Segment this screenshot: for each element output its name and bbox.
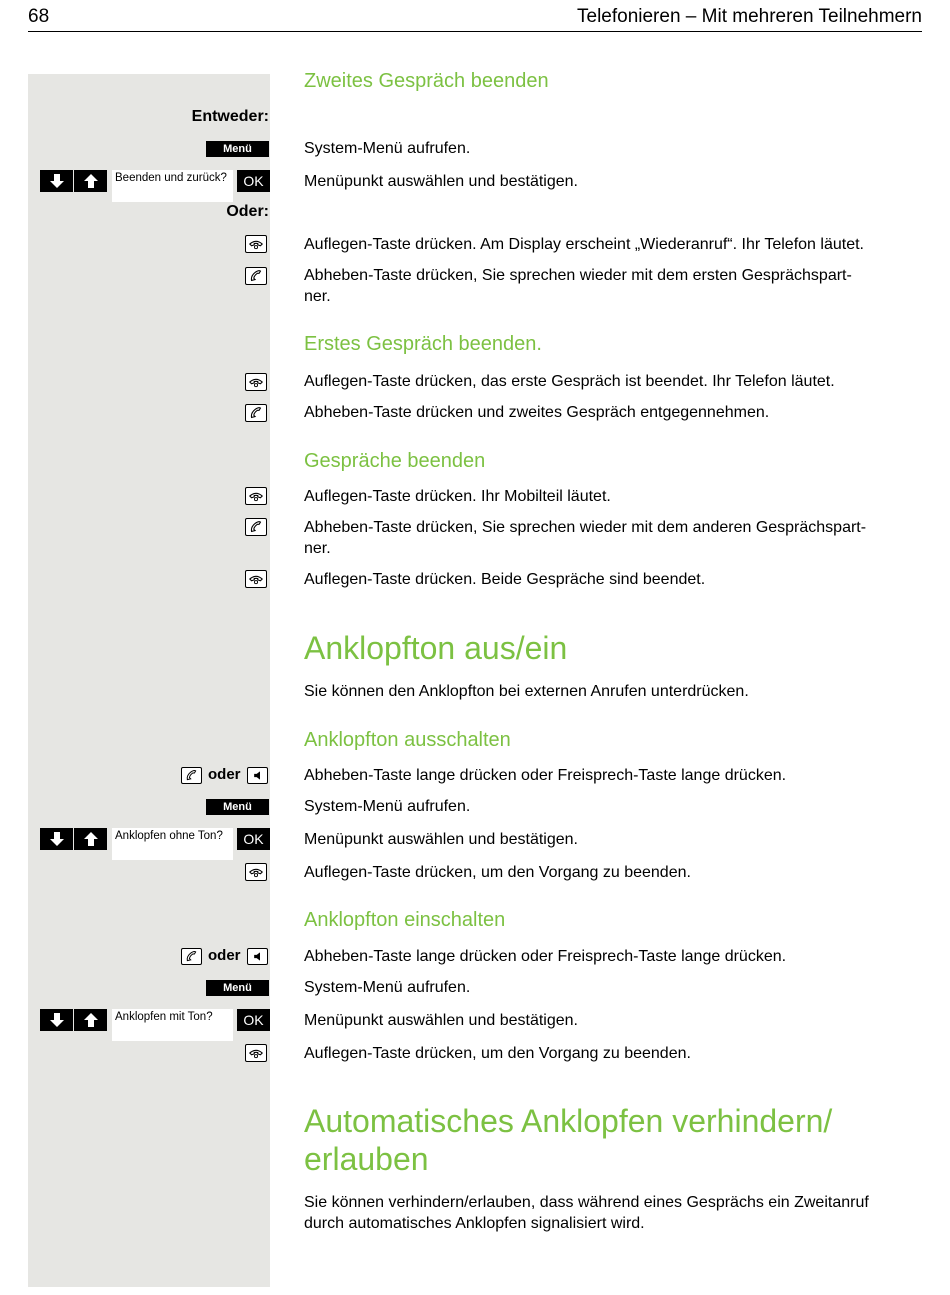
step-system-menu: System-Menü aufrufen.: [304, 798, 471, 815]
title-automatisches-anklopfen-line2: erlauben: [304, 1141, 429, 1177]
hang-up-key-icon[interactable]: [245, 487, 267, 505]
arrow-up-key[interactable]: [74, 1009, 107, 1031]
arrow-down-key[interactable]: [40, 1009, 73, 1031]
instruction-sidebar: [28, 74, 270, 1287]
intro-anklopfton: Sie können den Anklopfton bei externen Anrufen unterdrücken.: [304, 683, 749, 700]
step-hangup-finish: Auflegen-Taste drücken, um den Vorgang zu beenden.: [304, 1045, 691, 1062]
header-rule: [28, 31, 922, 32]
step-offhook: Abheben-Taste drücken und zweites Gespräch entgegennehmen.: [304, 404, 770, 421]
arrow-up-icon: [83, 831, 99, 847]
off-hook-key-icon[interactable]: [181, 767, 202, 784]
display-menu-entry: Anklopfen mit Ton?: [112, 1009, 233, 1041]
heading-anklopfton-aus: Anklopfton ausschalten: [304, 729, 511, 751]
label-oder-inline: oder: [208, 947, 241, 964]
step-hangup-finish: Auflegen-Taste drücken, um den Vorgang zu beenden.: [304, 864, 691, 881]
hang-up-key-icon[interactable]: [245, 235, 267, 253]
step-select-confirm: Menüpunkt auswählen und bestätigen.: [304, 831, 578, 848]
page-number: 68: [28, 6, 50, 27]
step-long-press: Abheben-Taste lange drücken oder Freisprech-Taste lange drücken.: [304, 767, 787, 784]
arrow-up-icon: [83, 1012, 99, 1028]
step-offhook-line1: Abheben-Taste drücken, Sie sprechen wieder mit dem ersten Gesprächspart-: [304, 267, 852, 284]
heading-erstes-gespraech: Erstes Gespräch beenden.: [304, 333, 542, 355]
menu-key[interactable]: Menü: [206, 799, 269, 815]
step-system-menu: System-Menü aufrufen.: [304, 979, 471, 996]
off-hook-key-icon[interactable]: [181, 948, 202, 965]
step-system-menu: System-Menü aufrufen.: [304, 140, 471, 157]
step-hangup: Auflegen-Taste drücken. Am Display erscheint „Wiederanruf“. Ihr Telefon läutet.: [304, 236, 864, 253]
hang-up-key-icon[interactable]: [245, 1044, 267, 1062]
label-oder: Oder:: [226, 203, 269, 220]
step-hangup-both: Auflegen-Taste drücken. Beide Gespräche sind beendet.: [304, 571, 706, 588]
step-offhook-line2: ner.: [304, 540, 331, 557]
label-oder-inline: oder: [208, 766, 241, 783]
display-menu-entry: Anklopfen ohne Ton?: [112, 828, 233, 860]
hang-up-key-icon[interactable]: [245, 373, 267, 391]
off-hook-key-icon[interactable]: [245, 518, 267, 536]
text-automatisches-anklopfen-line2: durch automatisches Anklopfen signalisiert wird.: [304, 1215, 645, 1232]
arrow-down-icon: [49, 173, 65, 189]
off-hook-key-icon[interactable]: [245, 404, 267, 422]
off-hook-key-icon[interactable]: [245, 267, 267, 285]
arrow-down-icon: [49, 1012, 65, 1028]
arrow-up-key[interactable]: [74, 828, 107, 850]
step-hangup: Auflegen-Taste drücken, das erste Gespräch ist beendet. Ihr Telefon läutet.: [304, 373, 835, 390]
hang-up-key-icon[interactable]: [245, 570, 267, 588]
arrow-down-key[interactable]: [40, 170, 73, 192]
display-menu-entry: Beenden und zurück?: [112, 170, 233, 202]
title-anklopfton: Anklopfton aus/ein: [304, 630, 568, 666]
ok-key[interactable]: OK: [237, 828, 270, 850]
menu-key[interactable]: Menü: [206, 141, 269, 157]
ok-key[interactable]: OK: [237, 1009, 270, 1031]
step-offhook-line1: Abheben-Taste drücken, Sie sprechen wieder mit dem anderen Gesprächspart-: [304, 519, 867, 536]
heading-zweites-gespraech: Zweites Gespräch beenden: [304, 70, 549, 92]
arrow-up-icon: [83, 173, 99, 189]
heading-gespraeche-beenden: Gespräche beenden: [304, 450, 486, 472]
speaker-key-icon[interactable]: [247, 948, 268, 965]
label-entweder: Entweder:: [191, 108, 269, 125]
text-automatisches-anklopfen-line1: Sie können verhindern/erlauben, dass während eines Gesprächs ein Zweitanruf: [304, 1194, 869, 1211]
ok-key[interactable]: OK: [237, 170, 270, 192]
speaker-key-icon[interactable]: [247, 767, 268, 784]
step-long-press: Abheben-Taste lange drücken oder Freisprech-Taste lange drücken.: [304, 948, 787, 965]
step-offhook-line2: ner.: [304, 288, 331, 305]
heading-anklopfton-ein: Anklopfton einschalten: [304, 909, 506, 931]
title-automatisches-anklopfen-line1: Automatisches Anklopfen verhindern/: [304, 1103, 833, 1139]
page-header-title: Telefonieren – Mit mehreren Teilnehmern: [577, 6, 922, 27]
step-select-confirm: Menüpunkt auswählen und bestätigen.: [304, 173, 578, 190]
hang-up-key-icon[interactable]: [245, 863, 267, 881]
arrow-up-key[interactable]: [74, 170, 107, 192]
step-hangup: Auflegen-Taste drücken. Ihr Mobilteil läutet.: [304, 488, 611, 505]
step-select-confirm: Menüpunkt auswählen und bestätigen.: [304, 1012, 578, 1029]
arrow-down-icon: [49, 831, 65, 847]
arrow-down-key[interactable]: [40, 828, 73, 850]
menu-key[interactable]: Menü: [206, 980, 269, 996]
